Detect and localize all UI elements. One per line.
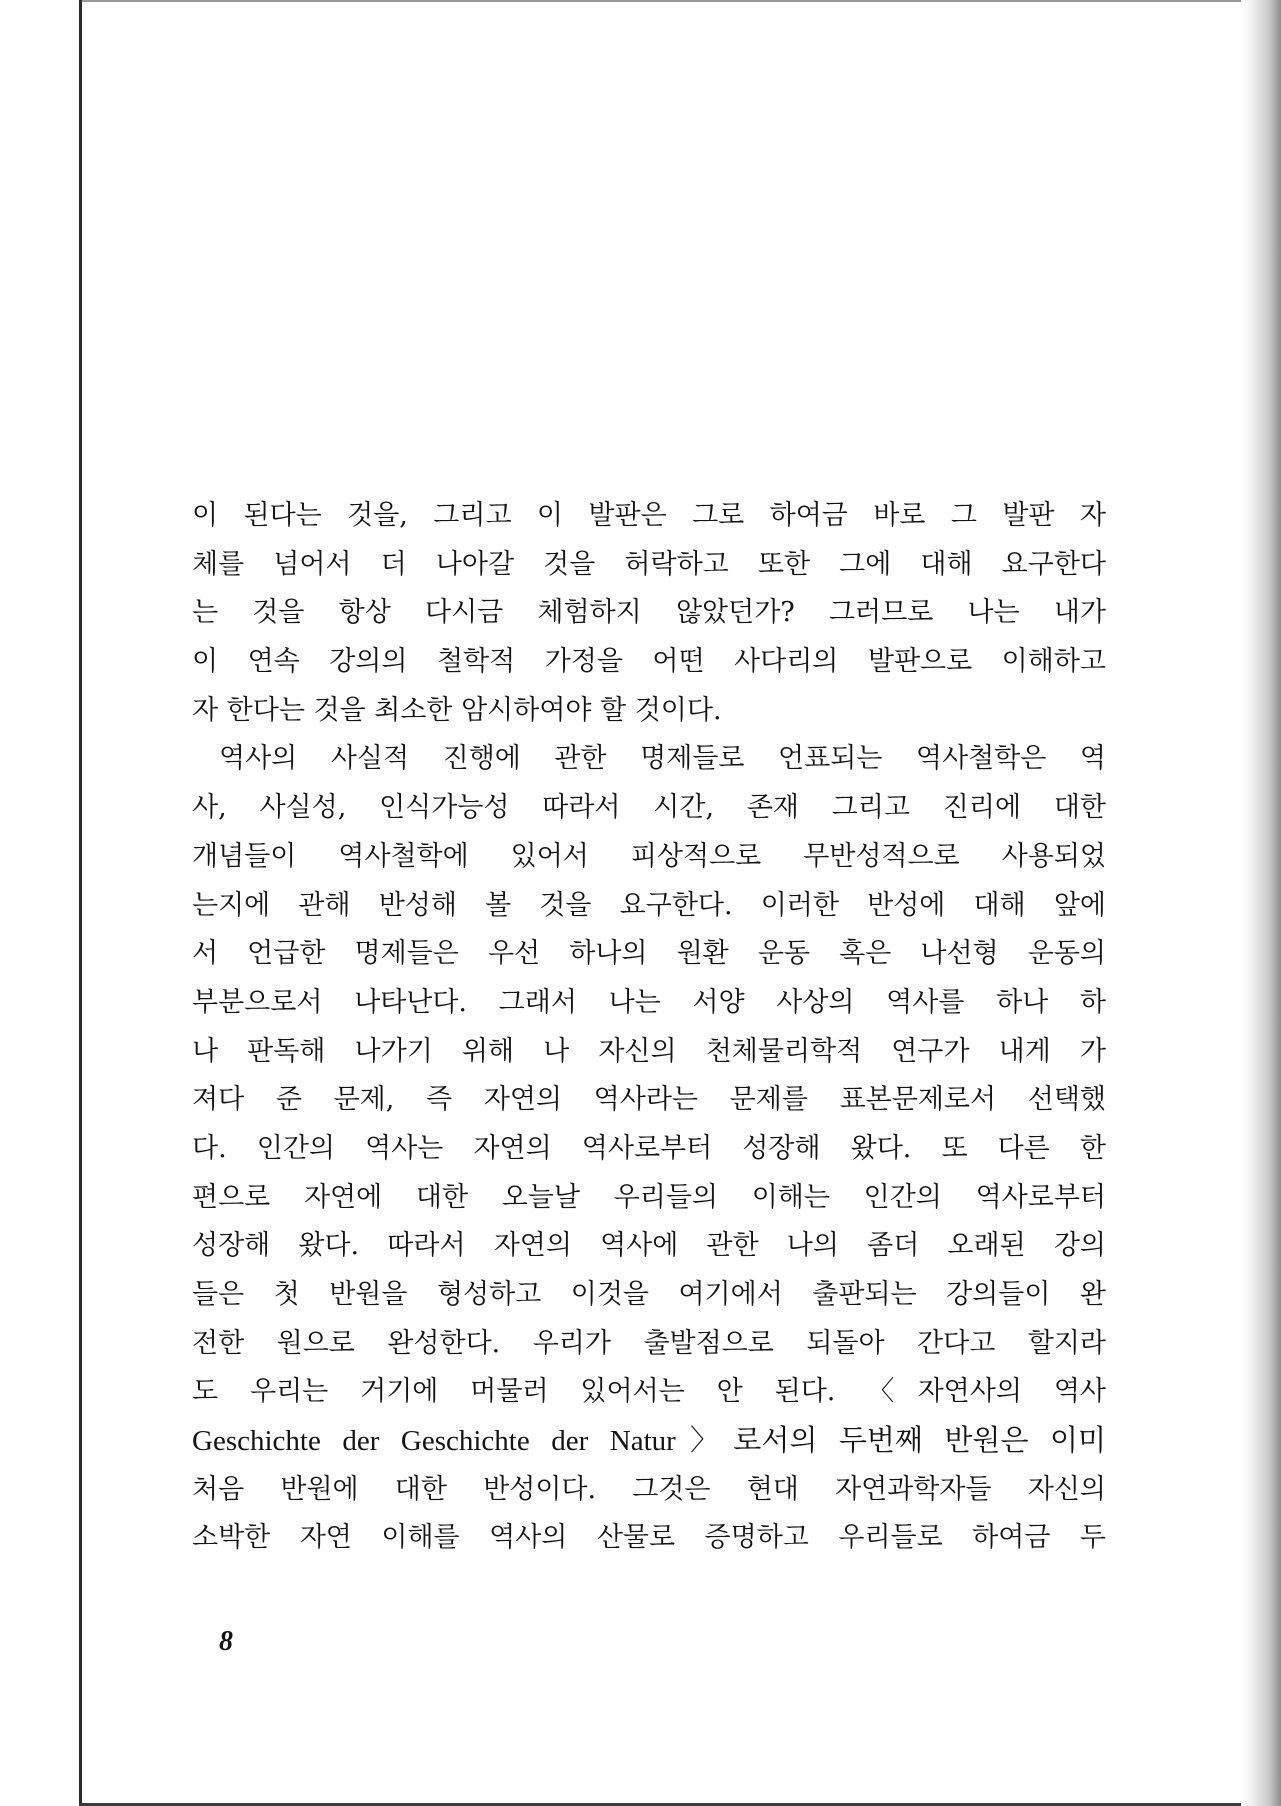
page-left-border — [79, 0, 82, 1806]
text-line: 는 것을 항상 다시금 체험하지 않았던가? 그러므로 나는 내가 — [192, 597, 1106, 629]
text-line: 는지에 관해 반성해 볼 것을 요구한다. 이러한 반성에 대해 앞에 — [192, 889, 1106, 921]
text-line: 사, 사실성, 인식가능성 따라서 시간, 존재 그리고 진리에 대한 — [192, 792, 1106, 824]
text-line: 부분으로서 나타난다. 그래서 나는 서양 사상의 역사를 하나 하 — [192, 986, 1106, 1018]
text-line: 성장해 왔다. 따라서 자연의 역사에 관한 나의 좀더 오래된 강의 — [192, 1230, 1106, 1262]
text-line: 다. 인간의 역사는 자연의 역사로부터 성장해 왔다. 또 다른 한 — [192, 1132, 1106, 1164]
text-line: 처음 반원에 대한 반성이다. 그것은 현대 자연과학자들 자신의 — [192, 1473, 1106, 1505]
text-line: 이 된다는 것을, 그리고 이 발판은 그로 하여금 바로 그 발판 자 — [192, 500, 1106, 531]
text-line: 자 한다는 것을 최소한 암시하여야 할 것이다. — [192, 694, 722, 726]
page-number: 8 — [219, 1626, 233, 1657]
text-line: 도 우리는 거기에 머물러 있어서는 안 된다. 〈자연사의 역사 — [192, 1376, 1106, 1408]
text-line: 소박한 자연 이해를 역사의 산물로 증명하고 우리들로 하여금 두 — [192, 1522, 1106, 1554]
text-line: 서 언급한 명제들은 우선 하나의 원환 운동 혹은 나선형 운동의 — [192, 938, 1106, 970]
text-line-indented: 역사의 사실적 진행에 관한 명제들로 언표되는 역사철학은 역 — [219, 743, 1106, 775]
page-top-border — [79, 0, 1259, 2]
text-line: 개념들이 역사철학에 있어서 피상적으로 무반성적으로 사용되었 — [192, 840, 1106, 872]
text-line: 전한 원으로 완성한다. 우리가 출발점으로 되돌아 간다고 할지라 — [192, 1327, 1106, 1359]
text-line: 져다 준 문제, 즉 자연의 역사라는 문제를 표본문제로서 선택했 — [192, 1084, 1106, 1116]
text-line: 이 연속 강의의 철학적 가정을 어떤 사다리의 발판으로 이해하고 — [192, 646, 1106, 678]
text-line: 편으로 자연에 대한 오늘날 우리들의 이해는 인간의 역사로부터 — [192, 1181, 1106, 1213]
text-line: Geschichte der Geschichte der Natur〉로서의 두번째 반원은 이미 — [192, 1425, 1106, 1458]
text-line: 체를 넘어서 더 나아갈 것을 허락하고 또한 그에 대해 요구한다 — [192, 548, 1106, 580]
text-line: 나 판독해 나가기 위해 나 자신의 천체물리학적 연구가 내게 가 — [192, 1035, 1106, 1067]
text-line: 들은 첫 반원을 형성하고 이것을 여기에서 출판되는 강의들이 완 — [192, 1279, 1106, 1310]
body-text — [192, 492, 1106, 1563]
page-edge-shadow — [1241, 0, 1281, 1806]
